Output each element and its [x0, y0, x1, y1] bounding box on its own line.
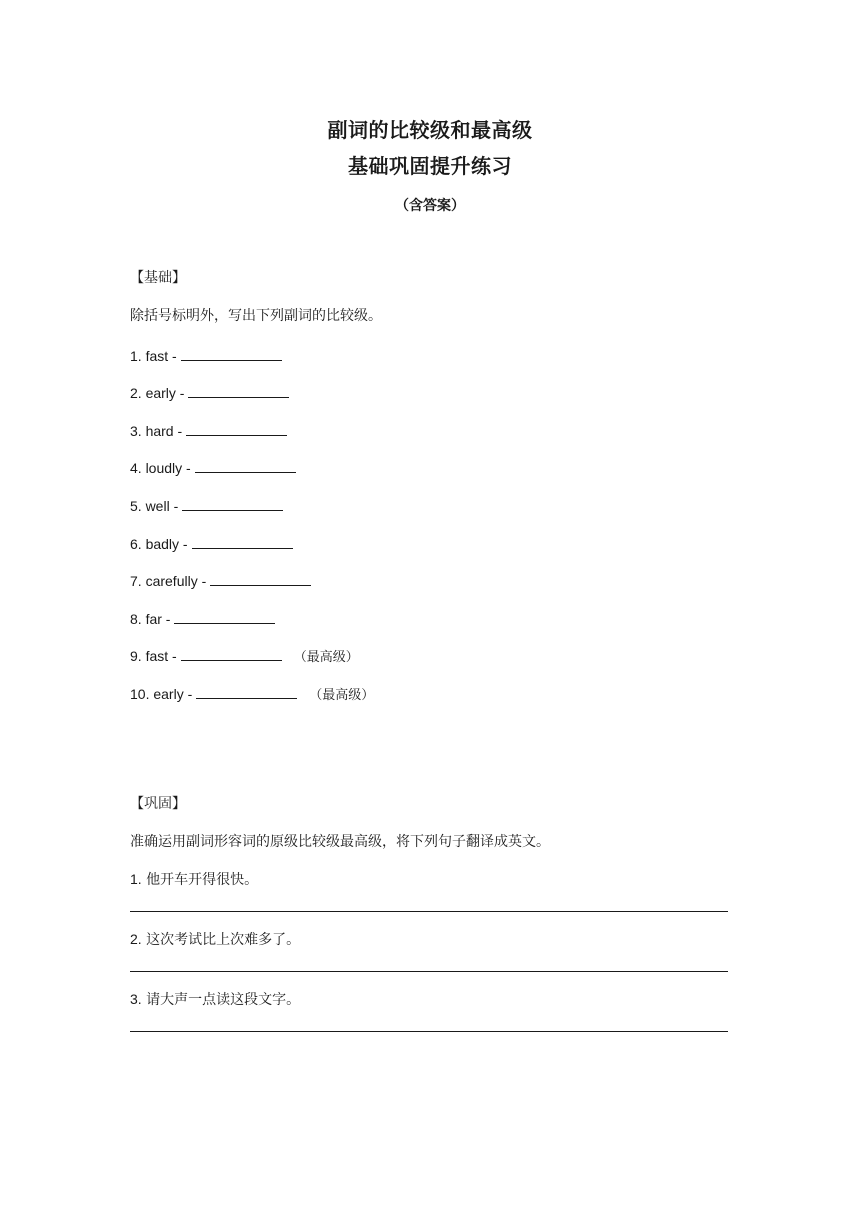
translation-question — [130, 869, 730, 889]
translation-item — [130, 989, 730, 1032]
question-text: 他开车开得很快。 — [146, 872, 259, 888]
answer-blank[interactable] — [195, 456, 296, 473]
answer-blank[interactable] — [192, 532, 293, 549]
answer-blank[interactable] — [181, 344, 282, 361]
answer-blank[interactable] — [186, 419, 287, 436]
exercise-note: （最高级） — [293, 650, 359, 666]
consolidate-instruction: 准确运用副词形容词的原级比较级最高级，将下列句子翻译成英文。 — [130, 834, 550, 850]
section-label-basic: 【基础】 — [130, 270, 186, 286]
exercise-word: 8. far - — [130, 610, 171, 627]
exercise-word: 5. well - — [130, 497, 179, 514]
exercise-item — [130, 494, 730, 514]
answer-note: （含答案） — [395, 198, 465, 214]
basic-item-list — [130, 344, 730, 702]
translation-item — [130, 929, 730, 972]
answer-blank[interactable] — [182, 494, 283, 511]
exercise-word: 3. hard - — [130, 422, 183, 439]
exercise-item — [130, 569, 730, 589]
answer-line[interactable] — [130, 911, 728, 912]
exercise-item — [130, 607, 730, 627]
answer-blank[interactable] — [210, 569, 311, 586]
exercise-item — [130, 644, 730, 664]
exercise-item — [130, 456, 730, 476]
answer-line[interactable] — [130, 1031, 728, 1032]
translation-question — [130, 929, 730, 949]
section-label-consolidate: 【巩固】 — [130, 796, 186, 812]
question-number: 1. — [130, 871, 142, 887]
translation-item-list — [130, 869, 730, 1032]
exercise-item — [130, 682, 730, 702]
answer-line[interactable] — [130, 971, 728, 972]
exercise-word: 10. early - — [130, 685, 193, 702]
exercise-item — [130, 419, 730, 439]
answer-blank[interactable] — [196, 682, 297, 699]
question-number: 3. — [130, 991, 142, 1007]
exercise-item — [130, 344, 730, 364]
basic-instruction: 除括号标明外，写出下列副词的比较级。 — [130, 308, 382, 324]
exercise-word: 1. fast - — [130, 347, 177, 364]
question-text: 这次考试比上次难多了。 — [146, 932, 301, 948]
page-title: 副词的比较级和最高级 — [327, 118, 533, 142]
question-text: 请大声一点读这段文字。 — [146, 992, 301, 1008]
exercise-word: 9. fast - — [130, 648, 177, 665]
exercise-word: 7. carefully - — [130, 573, 207, 590]
translation-question — [130, 989, 730, 1009]
page-subtitle: 基础巩固提升练习 — [348, 154, 512, 178]
exercise-item — [130, 381, 730, 401]
basic-section — [130, 268, 730, 702]
title-block — [0, 112, 860, 216]
answer-blank[interactable] — [181, 644, 282, 661]
answer-blank[interactable] — [188, 381, 289, 398]
exercise-word: 6. badly - — [130, 535, 188, 552]
exercise-item — [130, 532, 730, 552]
answer-blank[interactable] — [174, 607, 275, 624]
exercise-word: 2. early - — [130, 385, 185, 402]
translation-item — [130, 869, 730, 912]
consolidate-section — [130, 794, 730, 1032]
exercise-note: （最高级） — [309, 687, 375, 703]
question-number: 2. — [130, 931, 142, 947]
exercise-word: 4. loudly - — [130, 460, 191, 477]
